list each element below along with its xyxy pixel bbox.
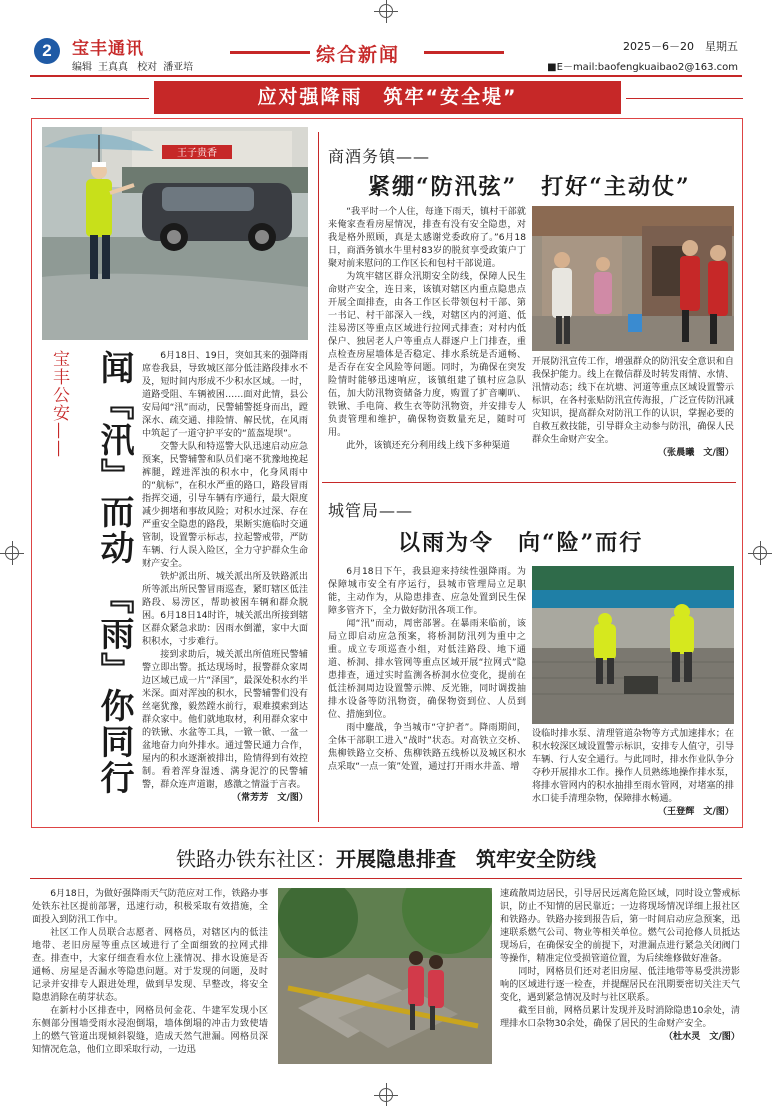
left-article-body: [142, 350, 308, 805]
bottom-article-headline: 开展隐患排查 筑牢安全防线: [336, 847, 596, 871]
bottom-article-kicker: 铁路办铁东社区：: [176, 847, 336, 871]
right-bottom-kicker: 城管局——: [328, 501, 414, 520]
police-rain-photo: [42, 127, 308, 340]
right-top-paragraph: 为筑牢辖区群众汛期安全防线，保障人民生命财产安全，连日来，该镇对辖区内重点隐患点开展全面排查，由各工作区长带领包村干部、第一书记、村干部深入一线，对辖区内的河道、低洼易涝区等重点区域进行拉网式排查；对村内低保户、独居老人户等重点人群逐户上门排查，重点检查房屋墙体是否稳定、排水系统是否通畅、是否存在安全风险等问题。同时，为确保在突发险情时能够迅速响应，该镇组建了镇村应急队伍，加大防汛物资储备力度，购置了扩音喇叭、铁锹、手电筒、救生衣等防汛物资，并安排专人负责管理和维护，确保物资数量充足，随时可用。: [328, 272, 526, 438]
left-paragraph: 铁炉派出所、城关派出所及铁路派出所等派出所民警冒雨巡查，紧盯辖区低洼路段、易涝区，帮助被困车辆和群众脱困。6月18日14时许，城关派出所接到辖区群众紧急求助：因雨水倒灌，家中大面积积水，寸步难行。: [142, 572, 308, 647]
left-byline: （常芳芳 文/图）: [231, 793, 308, 803]
column-divider: [318, 132, 319, 822]
collapsed-wall-photo: [278, 888, 492, 1064]
right-top-byline: （张晨曦 文/图）: [657, 448, 734, 458]
drain-workers-photo: [532, 566, 734, 724]
page-header: [30, 30, 742, 76]
right-bottom-headline: 以雨为令 向“险”而行: [398, 530, 644, 556]
left-article-kicker: 宝丰公安——: [49, 350, 69, 458]
contact-email: ■E－mail:baofengkuaibao2@163.com: [547, 62, 738, 73]
bottom-paragraph: 在新村小区排查中，网格员何金花、牛建军发现小区东侧部分围墙受雨水浸泡倒塌，墙体倒塌的冲击力致使墙上的燃气管道出现倾斜裂缝，造成天然气泄漏。网格员深知情况危急，他们立即采取行动，一边迅: [32, 1006, 268, 1055]
bottom-byline: （杜水灵 文/图）: [663, 1032, 740, 1042]
weekday: 星期五: [705, 40, 738, 53]
left-paragraph: 6月18日、19日，突如其来的强降雨席卷我县，导致城区部分低洼路段排水不及，短时间内形成不少积水区域。一时，道路受阻、车辆被困……面对此情，县公安局闻“汛”而动，民警辅警挺身而出，蹚深水、疏交通、排险情、解民忧，在风雨中筑起了一道守护平安的“蓝盔堤坝”。: [142, 351, 308, 439]
topic-banner: [31, 81, 743, 114]
banner-rule-left: [31, 98, 149, 99]
right-bottom-paragraph: 闻“汛”而动，周密部署。在暴雨来临前，该局立即启动应急预案，将桥洞防汛列为重中之重。成立专项巡查小组，对低洼路段、地下通道、桥洞、排水管网等重点区域开展“拉网式”隐患排查，通过实时监测各桥洞水位变化，提前在低洼桥洞周边设置警示牌、反光锥，同时调拨抽排水设备等防汛物资，确保物资到位、人员到位、措施到位。: [328, 619, 526, 720]
left-paragraph: 接到求助后，城关派出所值班民警辅警立即出警。抵达现场时，报警群众家周边区域已成一片“泽国”，最深处积水约半米深。面对浑浊的积水，民警辅警们没有丝毫犹豫，毅然蹚水前行，艰难摸索到达群众家中。他们就地取材，利用群众家中的铁锹、水盆等工具，一锨一锨、一盆一盆地奋力向外排水。通过警民通力合作，屋内的积水逐渐被排出，险情得到有效控制。看着浑身湿透、满身泥泞的民警辅警，群众连声道谢，感激之情溢于言表。: [142, 650, 308, 790]
section-title: 综合新闻: [316, 44, 401, 66]
bottom-article-rule: [30, 878, 742, 879]
header-rule-left: [230, 51, 310, 54]
registration-mark-left: [5, 546, 19, 560]
banner-rule-right: [626, 98, 743, 99]
right-top-paragraph: 此外，该镇还充分利用线上线下多种渠道: [346, 441, 510, 451]
bottom-paragraph: 速疏散周边居民，引导居民远离危险区域，同时设立警戒标识，防止不知情的居民靠近；一边将现场情况详细上报社区和铁路办。铁路办接到报告后，第一时间启动应急预案，迅速联系燃气公司、物业等相关单位。燃气公司抢修人员抵达现场后，在确保安全的前提下，对泄漏点进行紧急关闭阀门等操作，精准定位受损管道位置，为后续维修做好准备。: [500, 889, 740, 964]
bottom-paragraph: 社区工作人员联合志愿者、网格员，对辖区内的低洼地带、老旧房屋等重点区域进行了全面细致的拉网式排查。排查中，大家仔细查看水位上涨情况、排水设施是否通畅、房屋是否漏水等隐患问题。对于发现的问题，及时记录并安排专人跟进处理，做到早发现、早整改，将安全隐患消除在萌芽状态。: [32, 928, 268, 1003]
bottom-article-col1: [32, 888, 268, 1057]
article-divider: [322, 482, 736, 483]
village-visit-photo: [532, 206, 734, 351]
editor-credits: [72, 58, 199, 73]
village-visit-illustration: [532, 206, 734, 351]
proof-name: 潘亚培: [163, 62, 194, 73]
right-top-headline: 紧绷“防汛弦” 打好“主动仗”: [368, 174, 691, 200]
header-rule-right: [424, 51, 504, 54]
bottom-article-col2: [500, 888, 740, 1044]
registration-mark-right: [753, 546, 767, 560]
left-paragraph: 交警大队和特巡警大队迅速启动应急预案，民警辅警和队员们毫不犹豫地挽起裤腿，蹚进浑浊的积水中，化身风雨中的“航标”，在积水严重的路口，路段冒雨指挥交通，引导车辆有序通行，最大限度减少拥堵和事故风险；对积水过深、存在严重安全隐患的路段，果断实施临时交通管制，设置警示标志，拉起警戒带，严防车辆、行人误入险区，全力守护群众生命财产安全。: [142, 442, 308, 569]
page-number: 2: [34, 38, 60, 64]
right-top-body-wide: [532, 356, 734, 460]
right-bottom-paragraph: 雨中鏖战，争当城市“守护者”。降雨期间，全体干部职工进入“战时”状态。对高铁立交桥、焦柳铁路立交桥、焦柳铁路五线桥以及城区积水点采取“一点一策”处置，通过打开雨水井盖、增: [328, 723, 526, 772]
registration-mark-bottom: [379, 1088, 393, 1102]
right-bottom-paragraph: 6月18日下午，我县迎来持续性强降雨。为保障城市安全有序运行，县城市管理局立足职能，主动作为，从隐患排查、应急处置到民生保障多管齐下，全力做好防汛各项工作。: [328, 567, 526, 616]
bottom-paragraph: 6月18日，为做好强降雨天气防范应对工作，铁路办事处铁东社区提前部署，迅速行动，积极采取有效措施，全面投入到防汛工作中。: [32, 889, 268, 925]
collapsed-wall-illustration: [278, 888, 492, 1064]
right-top-paragraph: “我平时一个人住，每逢下雨天，镇村干部就来俺家查看房屋情况，排查有没有安全隐患，对我是格外照顾，真是太感谢党委政府了。”6月18日，商酒务镇水牛里村83岁的脱贫享受政策户丁聚对前来慰问的工作区长和包村干部说道。: [328, 207, 526, 269]
shop-sign-text: 王子贵香: [177, 148, 217, 159]
bottom-paragraph: 同时，网格员们还对老旧房屋、低洼地带等易受洪涝影响的区域进行逐一检查，并提醒居民在汛期要密切关注天气变化，遇到紧急情况及时与社区联系。: [500, 967, 740, 1003]
right-bottom-byline: （王登辉 文/图）: [657, 807, 734, 817]
left-article-headline: 闻『汛』而动 『雨』你同行: [94, 350, 134, 796]
banner-title: 应对强降雨 筑牢“安全堤”: [154, 81, 621, 114]
right-bottom-paragraph: 设临时排水泵、清理管道杂物等方式加速排水；在积水较深区域设置警示标识，安排专人值守，引导车辆、行人安全通行。与此同时，排水作业队争分夺秒开展排水工作。操作人员熟练地操作排水泵，将排水管网内的积水抽排至雨水管网，对堵塞的排水口徒手清理杂物，保障排水畅通。: [532, 729, 734, 804]
drain-workers-illustration: [532, 566, 734, 724]
right-bottom-body-narrow: [328, 566, 526, 774]
bottom-article-title: [30, 843, 742, 872]
paper-name: 宝丰通讯: [72, 39, 144, 59]
header-divider: [30, 75, 742, 77]
right-top-paragraph: 开展防汛宣传工作，增强群众的防汛安全意识和自我保护能力。线上在微信群及时转发雨情、水情、汛情动态；线下在坑塘、河道等重点区域设置警示标识，在各村张贴防汛宣传海报，广泛宣传防汛减灾知识，提高群众对防汛工作的认识，掌握必要的自救互救技能，引导群众主动参与防汛，确保人民群众生命财产安全。: [532, 357, 734, 445]
issue-date: [623, 38, 738, 54]
right-top-body-narrow: [328, 206, 526, 453]
right-bottom-body-wide: [532, 728, 734, 819]
editor-label: 编辑: [72, 62, 92, 73]
registration-mark-top: [379, 4, 393, 18]
editor-name: 王真真: [98, 62, 128, 73]
police-rain-illustration: [42, 127, 308, 340]
proof-label: 校对: [137, 62, 158, 73]
date-value: 2025－6－20: [623, 40, 694, 53]
right-top-kicker: 商酒务镇——: [328, 147, 431, 166]
bottom-paragraph: 截至目前，网格员累计发现并及时消除隐患10余处，清理排水口杂物30余处，确保了居民的生命财产安全。: [500, 1006, 740, 1029]
